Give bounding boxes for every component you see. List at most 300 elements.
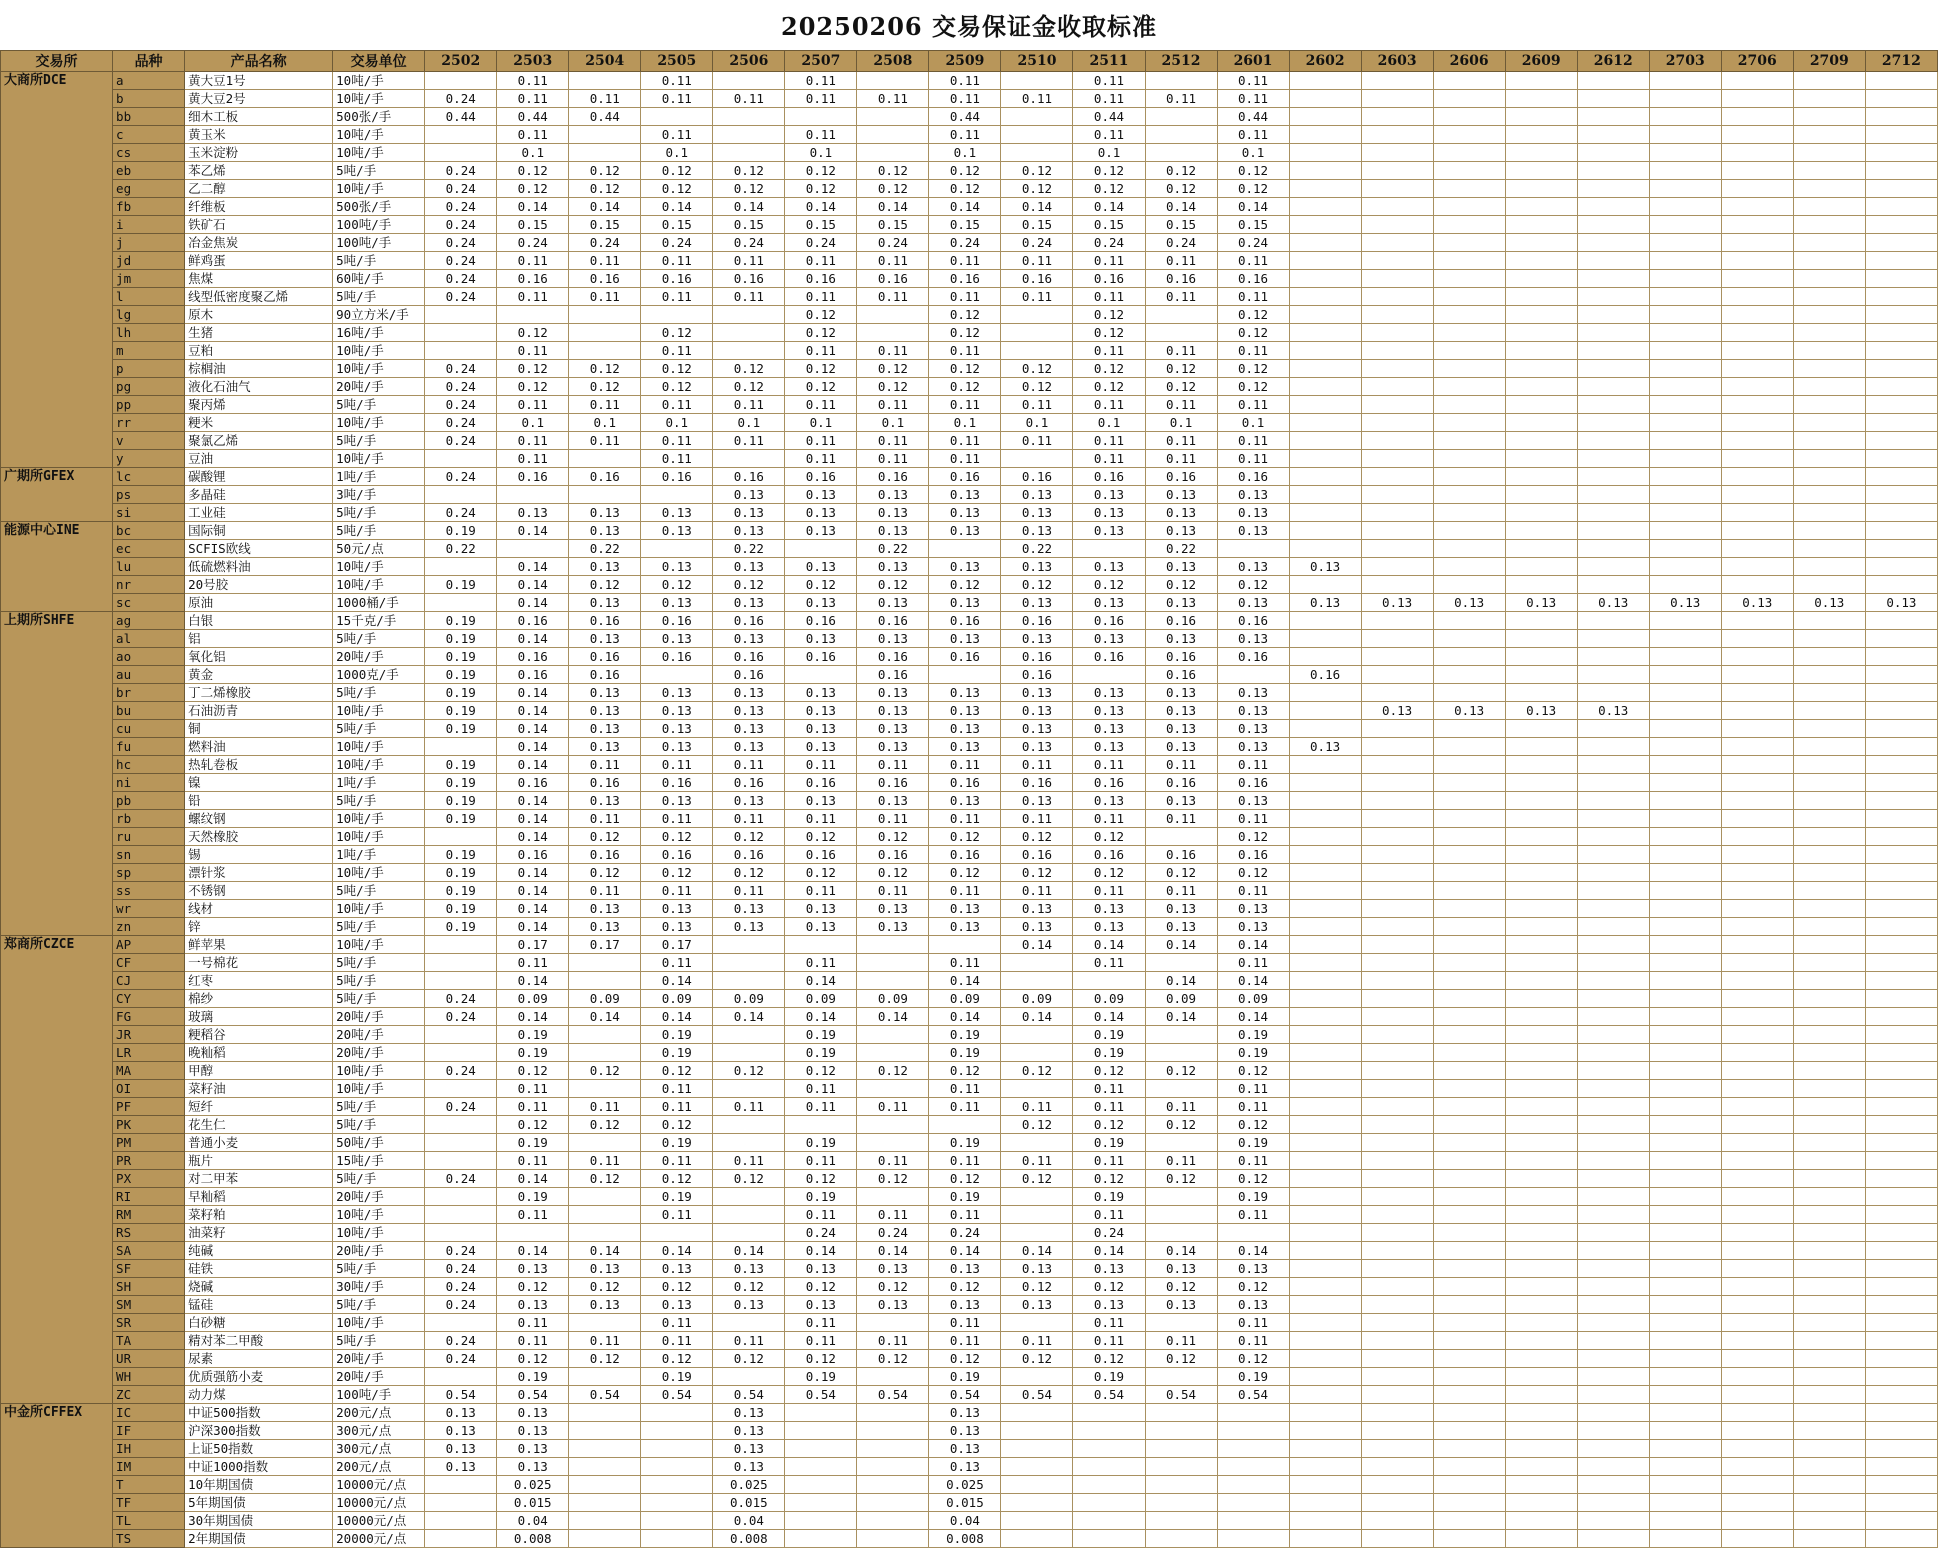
margin-cell: 0.12 xyxy=(929,162,1001,180)
margin-cell xyxy=(1505,864,1577,882)
margin-cell: 0.13 xyxy=(1073,720,1145,738)
unit-cell: 10吨/手 xyxy=(333,900,425,918)
margin-cell xyxy=(1361,504,1433,522)
margin-cell: 0.16 xyxy=(1001,774,1073,792)
margin-cell: 0.11 xyxy=(929,954,1001,972)
margin-cell: 0.13 xyxy=(1001,504,1073,522)
margin-cell: 0.1 xyxy=(713,414,785,432)
margin-cell: 0.13 xyxy=(1001,1260,1073,1278)
margin-cell xyxy=(1721,522,1793,540)
unit-cell: 10吨/手 xyxy=(333,1224,425,1242)
unit-cell: 500张/手 xyxy=(333,198,425,216)
margin-cell: 0.12 xyxy=(569,378,641,396)
margin-cell: 0.13 xyxy=(641,630,713,648)
margin-cell: 0.09 xyxy=(1073,990,1145,1008)
margin-cell xyxy=(1793,198,1865,216)
margin-cell xyxy=(1289,756,1361,774)
margin-cell xyxy=(713,450,785,468)
margin-cell: 0.13 xyxy=(713,594,785,612)
margin-cell xyxy=(1649,756,1721,774)
margin-cell xyxy=(857,1026,929,1044)
margin-cell: 0.14 xyxy=(785,1008,857,1026)
margin-cell: 0.12 xyxy=(641,1116,713,1134)
table-row xyxy=(1,540,1938,558)
margin-cell xyxy=(1001,108,1073,126)
margin-cell xyxy=(1361,648,1433,666)
margin-cell: 0.1 xyxy=(641,144,713,162)
margin-cell xyxy=(857,1476,929,1494)
margin-cell xyxy=(1721,990,1793,1008)
margin-cell xyxy=(1289,126,1361,144)
margin-cell xyxy=(1505,666,1577,684)
margin-cell: 0.11 xyxy=(1217,288,1289,306)
margin-cell: 0.11 xyxy=(497,396,569,414)
margin-cell: 0.13 xyxy=(1145,558,1217,576)
margin-cell xyxy=(1793,414,1865,432)
margin-cell xyxy=(1649,1026,1721,1044)
margin-cell: 0.19 xyxy=(425,918,497,936)
margin-cell xyxy=(1433,414,1505,432)
margin-cell xyxy=(1721,864,1793,882)
exchange-cell: 能源中心INE xyxy=(1,522,113,612)
margin-cell xyxy=(1289,522,1361,540)
margin-cell: 0.13 xyxy=(1217,684,1289,702)
margin-cell xyxy=(569,1206,641,1224)
margin-cell: 0.16 xyxy=(1001,612,1073,630)
margin-cell: 0.11 xyxy=(1073,450,1145,468)
margin-cell: 0.11 xyxy=(1145,450,1217,468)
margin-cell xyxy=(1361,1278,1433,1296)
margin-cell: 0.12 xyxy=(1145,378,1217,396)
margin-cell: 0.54 xyxy=(1001,1386,1073,1404)
unit-cell: 10000元/点 xyxy=(333,1494,425,1512)
margin-cell: 0.13 xyxy=(1073,900,1145,918)
margin-cell xyxy=(1649,1134,1721,1152)
margin-cell: 0.12 xyxy=(785,360,857,378)
unit-cell: 3吨/手 xyxy=(333,486,425,504)
margin-cell xyxy=(1721,576,1793,594)
margin-cell xyxy=(1721,1386,1793,1404)
margin-cell: 0.11 xyxy=(929,72,1001,90)
margin-cell xyxy=(497,540,569,558)
margin-cell: 0.16 xyxy=(857,612,929,630)
table-row xyxy=(1,810,1938,828)
margin-cell xyxy=(1865,918,1937,936)
margin-cell: 0.11 xyxy=(497,1098,569,1116)
margin-cell: 0.11 xyxy=(1217,1152,1289,1170)
margin-cell: 0.11 xyxy=(569,90,641,108)
unit-cell: 1000克/手 xyxy=(333,666,425,684)
margin-cell: 0.16 xyxy=(929,612,1001,630)
margin-cell: 0.12 xyxy=(785,864,857,882)
margin-cell: 0.12 xyxy=(1001,1116,1073,1134)
margin-cell xyxy=(1649,504,1721,522)
margin-cell xyxy=(1721,288,1793,306)
unit-cell: 10000元/点 xyxy=(333,1512,425,1530)
margin-cell: 0.13 xyxy=(1289,594,1361,612)
margin-cell xyxy=(1577,1080,1649,1098)
margin-cell: 0.1 xyxy=(1145,414,1217,432)
code-cell: SH xyxy=(113,1278,185,1296)
margin-cell xyxy=(1001,1512,1073,1530)
margin-cell xyxy=(425,558,497,576)
margin-cell: 0.13 xyxy=(569,630,641,648)
code-cell: a xyxy=(113,72,185,90)
unit-cell: 10吨/手 xyxy=(333,756,425,774)
margin-cell xyxy=(1289,828,1361,846)
margin-cell xyxy=(1865,306,1937,324)
margin-cell: 0.19 xyxy=(641,1026,713,1044)
product-name-cell: 动力煤 xyxy=(185,1386,333,1404)
margin-cell: 0.008 xyxy=(929,1530,1001,1548)
margin-cell xyxy=(1289,1440,1361,1458)
margin-cell: 0.13 xyxy=(1217,918,1289,936)
margin-cell: 0.13 xyxy=(569,720,641,738)
margin-cell: 0.16 xyxy=(1001,666,1073,684)
margin-cell: 0.11 xyxy=(785,432,857,450)
table-row xyxy=(1,648,1938,666)
margin-cell: 0.16 xyxy=(713,666,785,684)
margin-cell xyxy=(1577,1350,1649,1368)
margin-cell: 0.11 xyxy=(857,1152,929,1170)
margin-cell xyxy=(1865,1044,1937,1062)
margin-cell: 0.11 xyxy=(1001,810,1073,828)
product-name-cell: 沪深300指数 xyxy=(185,1422,333,1440)
margin-cell xyxy=(1289,1386,1361,1404)
margin-cell xyxy=(569,342,641,360)
margin-cell: 0.14 xyxy=(1073,936,1145,954)
margin-cell: 0.19 xyxy=(1073,1368,1145,1386)
margin-cell: 0.13 xyxy=(1145,702,1217,720)
margin-cell: 0.14 xyxy=(1145,1242,1217,1260)
margin-cell xyxy=(1361,90,1433,108)
product-name-cell: 瓶片 xyxy=(185,1152,333,1170)
margin-cell: 0.11 xyxy=(569,252,641,270)
margin-cell xyxy=(1865,936,1937,954)
margin-cell: 0.1 xyxy=(1073,144,1145,162)
margin-cell xyxy=(1289,990,1361,1008)
margin-cell: 0.11 xyxy=(1217,954,1289,972)
margin-cell: 0.13 xyxy=(1001,486,1073,504)
margin-cell xyxy=(1505,648,1577,666)
margin-cell xyxy=(1505,1044,1577,1062)
margin-cell xyxy=(785,108,857,126)
unit-cell: 20吨/手 xyxy=(333,648,425,666)
margin-cell xyxy=(1145,954,1217,972)
margin-cell xyxy=(569,1080,641,1098)
margin-cell: 0.12 xyxy=(1073,324,1145,342)
margin-cell: 0.16 xyxy=(785,270,857,288)
margin-cell xyxy=(1865,720,1937,738)
margin-cell: 0.14 xyxy=(929,198,1001,216)
margin-cell: 0.17 xyxy=(497,936,569,954)
margin-cell xyxy=(425,450,497,468)
margin-cell: 0.13 xyxy=(785,522,857,540)
margin-cell: 0.24 xyxy=(425,198,497,216)
margin-cell: 0.12 xyxy=(1217,1350,1289,1368)
code-cell: fu xyxy=(113,738,185,756)
product-name-cell: 中证500指数 xyxy=(185,1404,333,1422)
margin-cell xyxy=(1577,126,1649,144)
column-header: 2603 xyxy=(1361,51,1433,72)
unit-cell: 5吨/手 xyxy=(333,1332,425,1350)
margin-cell: 0.13 xyxy=(929,630,1001,648)
margin-cell xyxy=(1865,1494,1937,1512)
margin-cell: 0.11 xyxy=(497,90,569,108)
table-row xyxy=(1,306,1938,324)
margin-cell xyxy=(1865,522,1937,540)
margin-cell xyxy=(1001,1314,1073,1332)
margin-cell xyxy=(1649,882,1721,900)
margin-cell: 0.16 xyxy=(1217,468,1289,486)
margin-cell: 0.13 xyxy=(425,1458,497,1476)
margin-cell xyxy=(713,972,785,990)
margin-cell xyxy=(1505,900,1577,918)
product-name-cell: 花生仁 xyxy=(185,1116,333,1134)
margin-cell: 0.12 xyxy=(857,1062,929,1080)
margin-cell xyxy=(1721,1242,1793,1260)
product-name-cell: 铁矿石 xyxy=(185,216,333,234)
margin-cell xyxy=(929,666,1001,684)
margin-cell xyxy=(1361,918,1433,936)
margin-cell xyxy=(425,1314,497,1332)
margin-cell xyxy=(1721,1152,1793,1170)
margin-cell xyxy=(1433,126,1505,144)
margin-cell: 0.13 xyxy=(929,1458,1001,1476)
margin-cell: 0.11 xyxy=(1001,1152,1073,1170)
margin-cell: 0.12 xyxy=(1145,180,1217,198)
margin-cell xyxy=(1865,774,1937,792)
margin-cell: 0.16 xyxy=(497,270,569,288)
margin-cell: 0.13 xyxy=(1073,702,1145,720)
margin-cell: 0.11 xyxy=(1073,396,1145,414)
margin-cell: 0.16 xyxy=(1073,846,1145,864)
margin-cell: 0.14 xyxy=(497,810,569,828)
margin-cell: 0.13 xyxy=(785,1260,857,1278)
margin-cell xyxy=(1577,468,1649,486)
margin-cell: 0.11 xyxy=(785,342,857,360)
margin-cell: 0.16 xyxy=(713,648,785,666)
margin-cell xyxy=(1865,468,1937,486)
product-name-cell: 粳米 xyxy=(185,414,333,432)
margin-cell xyxy=(1289,900,1361,918)
margin-cell xyxy=(1361,306,1433,324)
margin-cell xyxy=(1793,774,1865,792)
margin-cell xyxy=(641,1422,713,1440)
margin-cell xyxy=(1361,486,1433,504)
code-cell: au xyxy=(113,666,185,684)
product-name-cell: 多晶硅 xyxy=(185,486,333,504)
margin-cell xyxy=(1577,216,1649,234)
margin-cell xyxy=(1577,558,1649,576)
margin-cell xyxy=(1361,1368,1433,1386)
margin-cell xyxy=(1433,1494,1505,1512)
margin-cell xyxy=(1289,234,1361,252)
product-name-cell: 原木 xyxy=(185,306,333,324)
margin-cell xyxy=(1577,1260,1649,1278)
column-header: 交易所 xyxy=(1,51,113,72)
margin-cell: 0.11 xyxy=(1145,1152,1217,1170)
margin-cell: 0.13 xyxy=(1217,792,1289,810)
unit-cell: 5吨/手 xyxy=(333,252,425,270)
margin-cell: 0.44 xyxy=(497,108,569,126)
margin-cell xyxy=(1505,540,1577,558)
margin-cell xyxy=(1505,1134,1577,1152)
margin-cell xyxy=(1289,1260,1361,1278)
unit-cell: 10吨/手 xyxy=(333,342,425,360)
margin-cell: 0.11 xyxy=(1217,756,1289,774)
margin-cell xyxy=(1505,1008,1577,1026)
margin-cell: 0.13 xyxy=(569,522,641,540)
product-name-cell: 对二甲苯 xyxy=(185,1170,333,1188)
margin-cell: 0.13 xyxy=(785,1296,857,1314)
margin-cell xyxy=(1793,648,1865,666)
code-cell: CJ xyxy=(113,972,185,990)
code-cell: CF xyxy=(113,954,185,972)
margin-cell xyxy=(1289,1476,1361,1494)
margin-cell xyxy=(1289,774,1361,792)
margin-cell xyxy=(1649,144,1721,162)
margin-cell: 0.11 xyxy=(929,288,1001,306)
margin-cell: 0.54 xyxy=(929,1386,1001,1404)
margin-cell xyxy=(425,1152,497,1170)
table-row xyxy=(1,828,1938,846)
margin-cell xyxy=(1649,252,1721,270)
code-cell: cs xyxy=(113,144,185,162)
margin-cell xyxy=(1001,306,1073,324)
margin-cell xyxy=(1721,1278,1793,1296)
margin-cell: 0.13 xyxy=(857,594,929,612)
unit-cell: 5吨/手 xyxy=(333,1116,425,1134)
margin-cell: 0.11 xyxy=(497,72,569,90)
product-name-cell: 聚氯乙烯 xyxy=(185,432,333,450)
margin-cell: 0.12 xyxy=(569,1170,641,1188)
margin-cell: 0.13 xyxy=(785,900,857,918)
margin-cell xyxy=(1649,1080,1721,1098)
margin-cell xyxy=(1145,1494,1217,1512)
table-row xyxy=(1,1224,1938,1242)
margin-cell: 0.13 xyxy=(713,720,785,738)
margin-cell: 0.12 xyxy=(1217,1278,1289,1296)
margin-cell: 0.12 xyxy=(1073,360,1145,378)
margin-cell xyxy=(1649,1062,1721,1080)
unit-cell: 10吨/手 xyxy=(333,810,425,828)
margin-cell: 0.14 xyxy=(641,198,713,216)
margin-cell xyxy=(1217,1422,1289,1440)
margin-cell xyxy=(1793,1224,1865,1242)
margin-cell: 0.19 xyxy=(425,810,497,828)
margin-cell xyxy=(1505,882,1577,900)
margin-cell: 0.16 xyxy=(641,612,713,630)
margin-cell xyxy=(1505,414,1577,432)
margin-cell xyxy=(1433,1476,1505,1494)
margin-cell xyxy=(1361,882,1433,900)
margin-cell: 0.12 xyxy=(569,1062,641,1080)
margin-cell xyxy=(1577,720,1649,738)
margin-cell xyxy=(1289,1314,1361,1332)
unit-cell: 10吨/手 xyxy=(333,72,425,90)
margin-cell: 0.24 xyxy=(425,432,497,450)
margin-cell xyxy=(1505,144,1577,162)
product-name-cell: 玉米淀粉 xyxy=(185,144,333,162)
margin-cell xyxy=(1433,1224,1505,1242)
margin-cell xyxy=(857,1422,929,1440)
margin-cell xyxy=(1433,288,1505,306)
margin-cell: 0.11 xyxy=(785,1332,857,1350)
unit-cell: 5吨/手 xyxy=(333,1098,425,1116)
margin-cell xyxy=(1865,738,1937,756)
code-cell: MA xyxy=(113,1062,185,1080)
margin-cell xyxy=(1865,1260,1937,1278)
margin-cell: 0.11 xyxy=(1001,1098,1073,1116)
margin-cell: 0.22 xyxy=(857,540,929,558)
code-cell: TF xyxy=(113,1494,185,1512)
margin-cell xyxy=(1649,126,1721,144)
margin-cell: 0.13 xyxy=(929,558,1001,576)
margin-cell: 0.015 xyxy=(497,1494,569,1512)
margin-cell xyxy=(1865,990,1937,1008)
margin-cell: 0.11 xyxy=(1073,1332,1145,1350)
margin-cell: 0.11 xyxy=(929,396,1001,414)
margin-cell: 0.13 xyxy=(425,1440,497,1458)
margin-cell xyxy=(1649,1170,1721,1188)
margin-cell: 0.09 xyxy=(785,990,857,1008)
margin-cell xyxy=(1289,72,1361,90)
margin-cell xyxy=(1289,1224,1361,1242)
margin-cell xyxy=(1001,1026,1073,1044)
margin-cell: 0.16 xyxy=(641,774,713,792)
margin-cell xyxy=(1289,270,1361,288)
margin-cell: 0.19 xyxy=(425,684,497,702)
margin-cell: 0.11 xyxy=(1217,1332,1289,1350)
margin-cell: 0.16 xyxy=(1001,846,1073,864)
margin-cell xyxy=(1649,162,1721,180)
margin-cell: 0.24 xyxy=(425,252,497,270)
code-cell: IC xyxy=(113,1404,185,1422)
margin-cell: 0.13 xyxy=(1001,720,1073,738)
table-row xyxy=(1,162,1938,180)
table-row xyxy=(1,450,1938,468)
margin-cell xyxy=(1505,720,1577,738)
table-row xyxy=(1,738,1938,756)
margin-cell: 0.14 xyxy=(497,720,569,738)
margin-cell xyxy=(1649,1386,1721,1404)
unit-cell: 10吨/手 xyxy=(333,360,425,378)
margin-cell xyxy=(1865,828,1937,846)
code-cell: lu xyxy=(113,558,185,576)
code-cell: PF xyxy=(113,1098,185,1116)
margin-cell: 0.13 xyxy=(1001,702,1073,720)
margin-cell: 0.14 xyxy=(1073,1008,1145,1026)
margin-cell: 0.12 xyxy=(785,1170,857,1188)
product-name-cell: 不锈钢 xyxy=(185,882,333,900)
margin-cell xyxy=(1865,1296,1937,1314)
margin-cell xyxy=(1577,1170,1649,1188)
margin-cell: 0.13 xyxy=(497,1440,569,1458)
margin-cell: 0.11 xyxy=(1073,1098,1145,1116)
margin-cell: 0.14 xyxy=(1073,1242,1145,1260)
margin-cell xyxy=(1001,144,1073,162)
margin-cell xyxy=(569,1476,641,1494)
margin-cell xyxy=(1793,1062,1865,1080)
margin-cell: 0.14 xyxy=(1217,972,1289,990)
margin-cell xyxy=(1361,234,1433,252)
margin-cell: 0.16 xyxy=(569,846,641,864)
column-header: 2601 xyxy=(1217,51,1289,72)
margin-cell: 0.12 xyxy=(929,180,1001,198)
table-row xyxy=(1,342,1938,360)
margin-cell xyxy=(1217,1530,1289,1548)
